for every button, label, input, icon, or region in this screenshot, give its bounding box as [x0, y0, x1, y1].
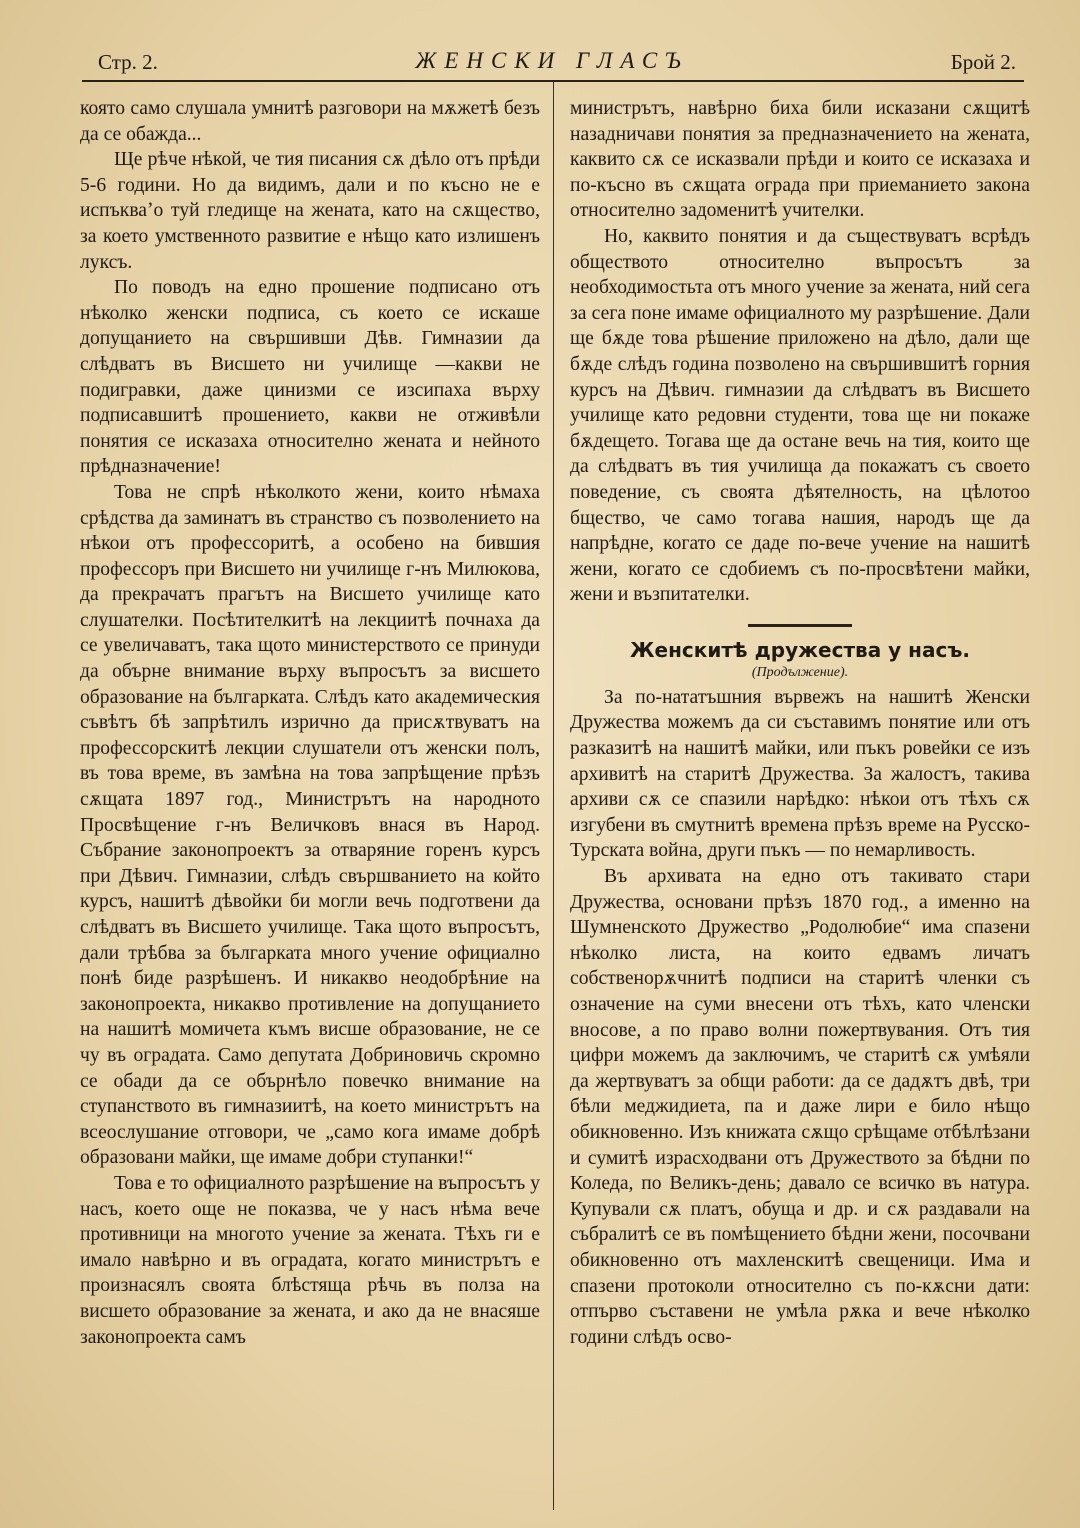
- left-column: [80, 96, 540, 1350]
- paragraph: която само слушала умнитѣ разговори на мѫжетѣ безъ да се обажда...: [80, 98, 540, 145]
- paragraph: министрътъ, навѣрно биха били исказани сѫщитѣ назадничави понятия за предназначението на жената, каквито сѫ се исказвали прѣди и които се исказаха и по-късно въ сѫщата ограда при приеманието закона относително задоменитѣ учителки.: [570, 98, 1030, 222]
- section-separator: [748, 624, 852, 627]
- page-header: [80, 48, 1024, 78]
- paragraph: За по-нататъшния вървежъ на нашитѣ Женски Дружества можемъ да си съставимъ понятие или отъ разказитѣ на нашитѣ майки, или пъкъ ровейки се изъ архивитѣ на старитѣ Дружества. За жалостъ, такива архиви сѫ се спазили нарѣдко: нѣкои отъ тѣхъ сѫ изгубени въ смутнитѣ времена прѣзъ време на Русско-Турската война, други пъкъ — по немарливость.: [570, 686, 1030, 862]
- paragraph: Ще рѣче нѣкой, че тия писания сѫ дѣло отъ прѣди 5-6 години. Но да видимъ, дали и по късно не е испъкваʼо туй гледище на жената, като на сѫщество, за което умственното развитие е нѣщо като излишенъ луксъ.: [80, 149, 540, 273]
- paragraph: Въ архивата на едно отъ такивато стари Дружества, основани прѣзъ 1870 год., а именно на Шумненското Дружество „Родолюбие“ има спазени нѣколко листа, на които едвамъ личатъ собственорѫчнитѣ подписи на старитѣ членки съ означение на суми внесени отъ тѣхъ, като членски вносове, а по право волни пожертвувания. Отъ тия цифри можемъ да заключимъ, че старитѣ сѫ умѣяли да жертвуватъ за общи работи: да се дадѫтъ двѣ, три бѣли меджидиета, па и даже лири е било нѣщо обикновенно. Изъ книжата сѫщо срѣщаме отбѣлѣзани и сумитѣ израсходвани отъ Дружеството за бѣдни по Коледа, по Великъ-день; давало се всичко въ натура. Купували сѫ платъ, обуща и др. и сѫ раздавали на събралитѣ се въ помѣщението бѣдни жени, посочвани обикновенно отъ махленскитѣ свещеници. Има и спазени протоколи относително съ по-кѫсни дати: отпърво съставени не умѣла рѫка и вече нѣколко години слѣдъ осво-: [570, 866, 1030, 1348]
- issue-number: Брой 2.: [950, 50, 1016, 74]
- section-subtitle: (Продължение).: [751, 664, 849, 680]
- paragraph: По поводъ на едно прошение подписано отъ нѣколко женски подписа, съ което се искаше допущанието на свършивши Дѣв. Гимназии да слѣдватъ въ Висшето ни училище —какви не подигравки, даже цинизми се изсипаха върху подписавшитѣ прошението, какви не отживѣли понятия се исказаха относително жената и нейното прѣдназначение!: [80, 277, 540, 478]
- paragraph: Но, каквито понятия и да съществуватъ всрѣдъ обществото относително въпросътъ за необходимостьта отъ много учение за жената, ний сега за сега поне имаме официалното му разрѣшение. Дали ще бѫде това рѣшение приложено на дѣло, дали ще бѫде слѣдъ година позволено на свършившитѣ горния курсъ на Дѣвич. гимназии да слѣдватъ въ Висшето училище като редовни студенти, това ще ни покаже бѫдещето. Тогава ще да остане вечь на тия, които ще да слѣдватъ въ тия училища да покажатъ съ своето поведение, съ своята дѣятелность, на цѣлотоо бщество, че само тогава нашия, народъ ще да напрѣдне, когато се даде по-вече учение на нашитѣ жени, когато се сдобиемъ съ по-просвѣтени майки, жени и възпитателки.: [570, 225, 1030, 606]
- right-column: [570, 96, 1030, 1350]
- section-title: Женскитѣ дружества у насъ.: [630, 637, 970, 662]
- paragraph: Това не спрѣ нѣколкото жени, които нѣмаха срѣдства да заминатъ въ странство съ позволението на нѣкои отъ профессоритѣ, а особено на бившия профессоръ при Висшето ни училище г-нъ Милюкова, да прекрачатъ прагътъ на Висшето училище като слушателки. Посѣтителкитѣ на лекциитѣ почнаха да се увеличаватъ, така щото министерството се принуди да обърне внимание върху въпросътъ за висшето образование на българката. Слѣдъ като академическия съвѣтъ бѣ запрѣтилъ изрично да присѫтвуватъ на профессорскитѣ лекции слушатели отъ женски полъ, въ това време, въ замѣна на това запрѣщение прѣзъ сѫщата 1897 год., Министрътъ на народното Просвѣщение г-нъ Величковъ внася въ Народ. Събрание законопроектъ за отваряние горенъ курсъ при Дѣвич. Гимназии, слѣдъ свършванието на който курсъ, нашитѣ дѣвойки би могли вечь подготвени да слѣдватъ въ Висшето училище. Така щото въпросътъ, дали трѣбва за българката много учение официално понѣ биде разрѣшенъ. И никакво неодобрѣние на законопроекта, никакво противление на допущанието на нашитѣ момичета къмъ висше образование, не се чу въ оградата. Само депутата Добриновичь скромно се обади да се обърнѣло повечко внимание на ступанството въ гимназиитѣ, на което министрътъ на всеослушание отговори, че „само кога имаме добрѣ образовани майки, ще имаме добри ступанки!“: [80, 481, 540, 1169]
- column-divider: [553, 82, 554, 1510]
- newspaper-title: ЖЕНСКИ ГЛАСЪ: [415, 48, 689, 73]
- paragraph: Това е то официалното разрѣшение на въпросътъ у насъ, което още не показва, че у насъ нѣма вече противници на многото учение за жената. Тѣхъ ги е имало навѣрно и въ оградата, когато министрътъ е произнасялъ своята блѣстяща рѣчь въ полза на висшето образование за жената, и ако да не внасяше законопроекта самъ: [80, 1172, 540, 1348]
- page-number: Стр. 2.: [98, 50, 158, 74]
